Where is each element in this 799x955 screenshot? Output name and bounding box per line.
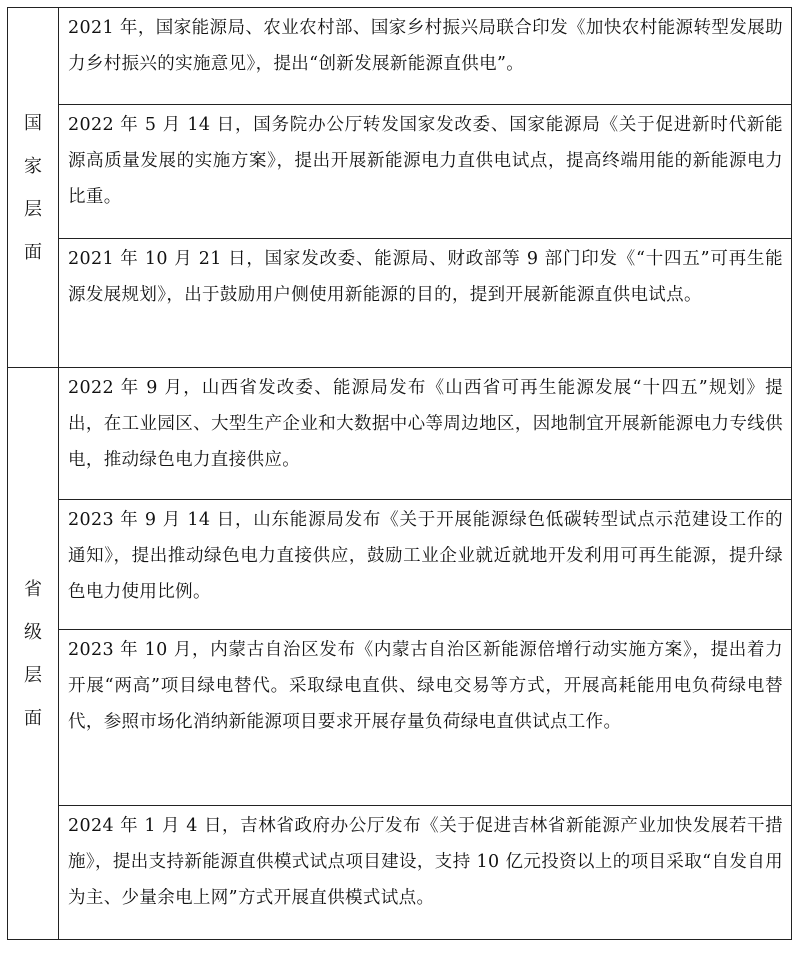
label-char: 层	[24, 198, 42, 220]
label-char: 级	[24, 621, 42, 643]
section-label-provincial	[8, 368, 59, 939]
section-label-national	[8, 8, 59, 367]
label-char: 国	[24, 112, 42, 134]
label-char: 面	[24, 241, 42, 263]
label-char: 省	[24, 578, 42, 600]
table-row: 2023 年 9 月 14 日，山东能源局发布《关于开展能源绿色低碳转型试点示范建设工作的通知》，提出推动绿色电力直接供应，鼓励工业企业就近就地开发利用可再生能源，提升绿色电力使用比例。	[59, 500, 791, 630]
label-char: 面	[24, 707, 42, 729]
section-rows-provincial	[59, 368, 791, 939]
table-row: 2023 年 10 月，内蒙古自治区发布《内蒙古自治区新能源倍增行动实施方案》，提出着力开展“两高”项目绿电替代。采取绿电直供、绿电交易等方式，开展高耗能用电负荷绿电替代，参照市场化消纳新能源项目要求开展存量负荷绿电直供试点工作。	[59, 630, 791, 806]
section-provincial	[8, 368, 791, 939]
table-row: 2022 年 9 月，山西省发改委、能源局发布《山西省可再生能源发展“十四五”规划》提出，在工业园区、大型生产企业和大数据中心等周边地区，因地制宜开展新能源电力专线供电，推动绿色电力直接供应。	[59, 368, 791, 500]
label-char: 家	[24, 155, 42, 177]
section-national	[8, 8, 791, 368]
table-row: 2022 年 5 月 14 日，国务院办公厅转发国家发改委、国家能源局《关于促进新时代新能源高质量发展的实施方案》，提出开展新能源电力直供电试点，提高终端用能的新能源电力比重。	[59, 105, 791, 239]
policy-table	[7, 7, 792, 940]
table-row: 2021 年，国家能源局、农业农村部、国家乡村振兴局联合印发《加快农村能源转型发展助力乡村振兴的实施意见》，提出“创新发展新能源直供电”。	[59, 8, 791, 105]
table-row: 2021 年 10 月 21 日，国家发改委、能源局、财政部等 9 部门印发《“十四五”可再生能源发展规划》，出于鼓励用户侧使用新能源的目的，提到开展新能源直供电试点。	[68, 249, 783, 305]
table-row: 2024 年 1 月 4 日，吉林省政府办公厅发布《关于促进吉林省新能源产业加快发展若干措施》，提出支持新能源直供模式试点项目建设，支持 10 亿元投资以上的项目采取“自发自用为主、少量余电上网”方式开展直供模式试点。	[68, 816, 783, 908]
label-char: 层	[24, 664, 42, 686]
section-rows-national	[59, 8, 791, 367]
